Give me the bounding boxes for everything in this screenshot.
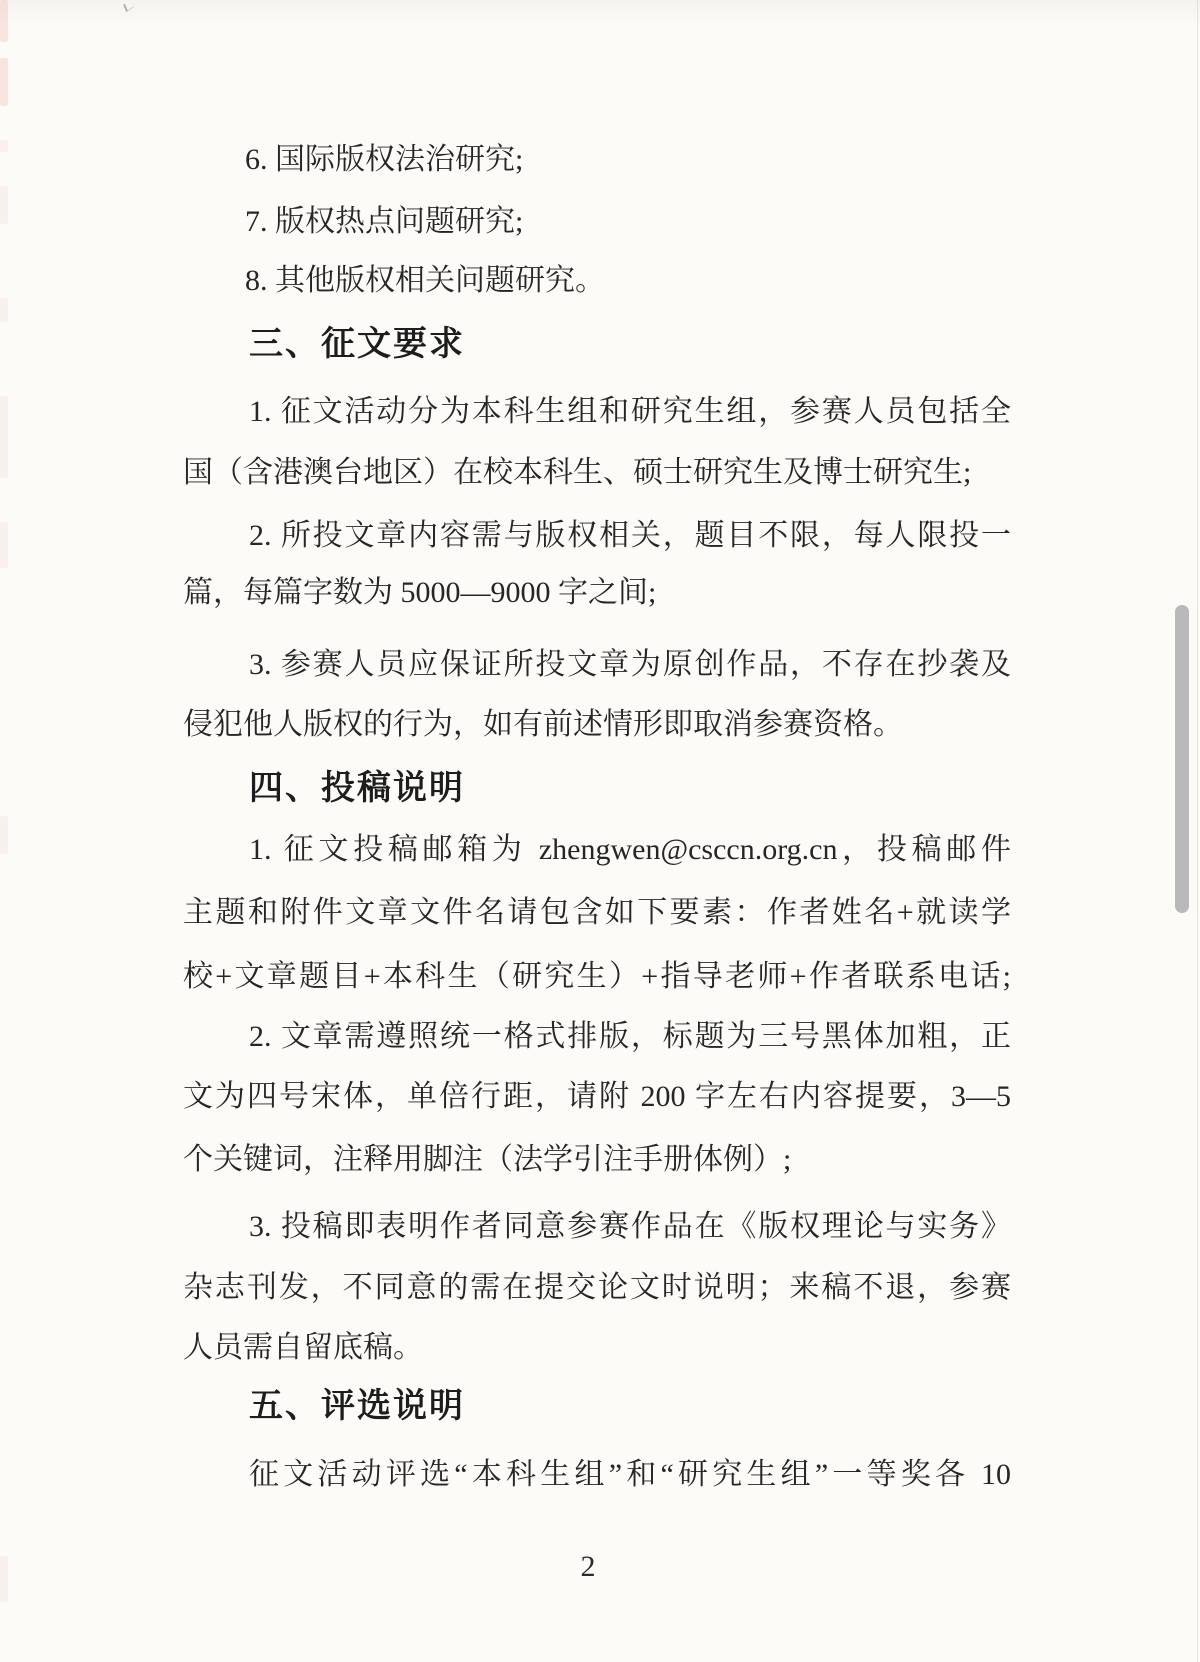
scan-artifact bbox=[0, 522, 8, 568]
body-line: 主题和附件文章文件名请包含如下要素：作者姓名+就读学 bbox=[183, 896, 1011, 929]
body-line: 1. 征文活动分为本科生组和研究生组，参赛人员包括全 bbox=[249, 395, 1011, 428]
body-line: 侵犯他人版权的行为，如有前述情形即取消参赛资格。 bbox=[183, 708, 903, 741]
body-line: 2. 所投文章内容需与版权相关，题目不限，每人限投一 bbox=[249, 519, 1011, 552]
body-line: 校+文章题目+本科生（研究生）+指导老师+作者联系电话; bbox=[183, 960, 1011, 993]
section-heading: 三、征文要求 bbox=[249, 325, 465, 363]
body-line: 杂志刊发，不同意的需在提交论文时说明；来稿不退，参赛 bbox=[183, 1271, 1011, 1304]
section-heading: 五、评选说明 bbox=[249, 1387, 465, 1425]
body-line: 3. 投稿即表明作者同意参赛作品在《版权理论与实务》 bbox=[249, 1210, 1011, 1243]
scrollbar-thumb[interactable] bbox=[1175, 605, 1189, 913]
scan-artifact bbox=[0, 0, 8, 42]
body-line: 国（含港澳台地区）在校本科生、硕士研究生及博士研究生; bbox=[183, 456, 972, 489]
scan-artifact bbox=[0, 140, 8, 152]
section-heading: 四、投稿说明 bbox=[249, 769, 465, 807]
body-line: 1. 征文投稿邮箱为 zhengwen@csccn.org.cn，投稿邮件 bbox=[249, 833, 1011, 866]
body-line: 征文活动评选“本科生组”和“研究生组”一等奖各 10 bbox=[249, 1458, 1011, 1491]
body-line: 人员需自留底稿。 bbox=[183, 1331, 423, 1364]
body-line: 3. 参赛人员应保证所投文章为原创作品，不存在抄袭及 bbox=[249, 648, 1011, 681]
scan-artifact bbox=[0, 816, 8, 854]
scan-shadow bbox=[0, 0, 1200, 26]
body-line: 2. 文章需遵照统一格式排版，标题为三号黑体加粗，正 bbox=[249, 1020, 1011, 1053]
list-item: 8. 其他版权相关问题研究。 bbox=[245, 264, 605, 297]
body-line: 篇，每篇字数为 5000—9000 字之间; bbox=[183, 576, 657, 609]
scan-artifact bbox=[0, 298, 8, 322]
list-item: 6. 国际版权法治研究; bbox=[245, 143, 524, 176]
scan-artifact bbox=[0, 186, 8, 224]
page-number: 2 bbox=[580, 1550, 596, 1583]
scan-artifact bbox=[0, 396, 8, 478]
body-line: 个关键词，注释用脚注（法学引注手册体例）; bbox=[183, 1143, 792, 1176]
list-item: 7. 版权热点问题研究; bbox=[245, 205, 524, 238]
body-line: 文为四号宋体，单倍行距，请附 200 字左右内容提要，3—5 bbox=[183, 1080, 1011, 1113]
page-edge bbox=[1197, 0, 1198, 1662]
scan-artifact bbox=[0, 58, 8, 106]
